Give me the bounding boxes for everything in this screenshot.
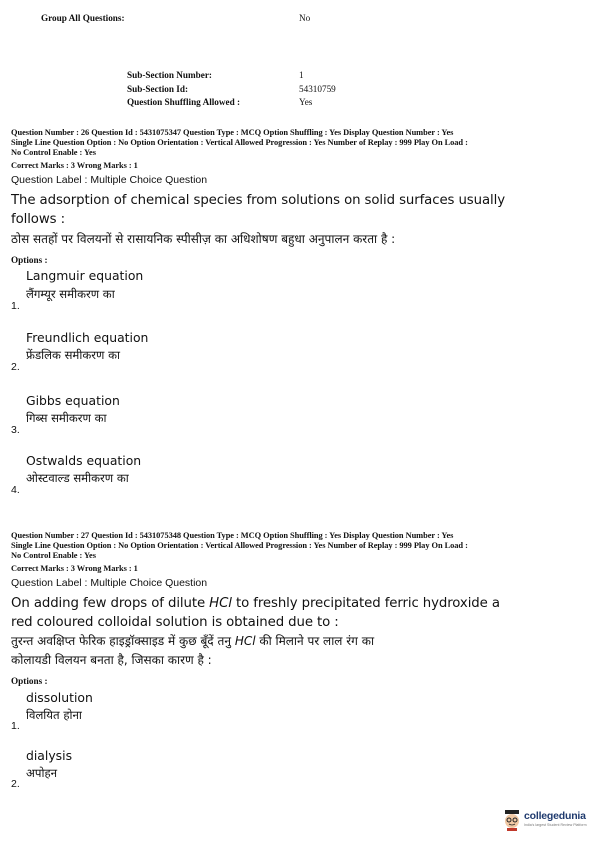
option-text-hi: फ्रेंडलिक समीकरण का <box>26 348 120 362</box>
option-number: 2. <box>11 778 20 790</box>
option-number: 3. <box>11 424 20 436</box>
option-text-hi: गिब्स समीकरण का <box>26 411 107 425</box>
question-text-hi-line1: ठोस सतहों पर विलयनों से रासायनिक स्पीसीज़ का अधिशोषण बहुधा अनुपालन करता है : <box>11 232 396 246</box>
question-text-hi-line2: कोलायडी विलयन बनता है, जिसका कारण है : <box>11 653 212 667</box>
formula-hcl: HCl <box>209 596 232 611</box>
shuffling-value: Yes <box>299 97 313 107</box>
option-text-en: Langmuir equation <box>26 268 144 283</box>
logo-wordmark: collegedunia <box>524 810 586 822</box>
group-all-label: Group All Questions: <box>41 13 125 23</box>
question-meta-line1: Question Number : 26 Question Id : 5431075347 Question Type : MCQ Option Shuffling : Yes Display Question Number : Yes <box>11 128 454 137</box>
option-number: 2. <box>11 361 20 373</box>
question-text-en-line1: The adsorption of chemical species from solutions on solid surfaces usually <box>11 193 505 208</box>
question-marks: Correct Marks : 3 Wrong Marks : 1 <box>11 564 138 573</box>
question-label: Question Label : Multiple Choice Question <box>11 577 208 589</box>
question-text-en-line2: follows : <box>11 212 65 227</box>
question-text-en-line1: On adding few drops of dilute HCl to freshly precipitated ferric hydroxide a <box>11 596 500 611</box>
option-text-en: Ostwalds equation <box>26 453 142 468</box>
question-text-hi-line1: तुरन्त अवक्षिप्त फेरिक हाइड्रॉक्साइड में कुछ बूँदें तनु HCl की मिलाने पर लाल रंग का <box>11 634 375 648</box>
subsection-id-value: 54310759 <box>299 84 336 94</box>
shuffling-label: Question Shuffling Allowed : <box>127 97 241 107</box>
options-label: Options : <box>11 676 48 686</box>
question-text-en-line2: red coloured colloidal solution is obtained due to : <box>11 615 339 630</box>
option-text-en: dialysis <box>26 748 73 763</box>
options-label: Options : <box>11 255 48 265</box>
subsection-number-label: Sub-Section Number: <box>127 70 212 80</box>
subsection-id-label: Sub-Section Id: <box>127 84 189 94</box>
option-text-hi: ओस्टवाल्ड समीकरण का <box>26 471 129 485</box>
question-label: Question Label : Multiple Choice Question <box>11 174 208 186</box>
option-number: 1. <box>11 720 20 732</box>
mascot-icon <box>502 809 522 831</box>
option-text-hi: विलयित होना <box>26 708 82 722</box>
option-number: 4. <box>11 484 20 496</box>
question-meta-line2: Single Line Question Option : No Option Orientation : Vertical Allowed Progression : Yes Number of Replay : 999 Play On Load : <box>11 138 468 147</box>
option-number: 1. <box>11 300 20 312</box>
option-text-en: dissolution <box>26 690 93 705</box>
subsection-number-value: 1 <box>299 70 304 80</box>
option-text-en: Gibbs equation <box>26 393 120 408</box>
question-marks: Correct Marks : 3 Wrong Marks : 1 <box>11 161 138 170</box>
question-meta-line3: No Control Enable : Yes <box>11 551 96 560</box>
question-meta-line1: Question Number : 27 Question Id : 5431075348 Question Type : MCQ Option Shuffling : Yes Display Question Number : Yes <box>11 531 454 540</box>
option-text-hi: लैंगम्यूर समीकरण का <box>26 287 115 301</box>
logo-tagline: India's largest Student Review Platform <box>524 823 587 827</box>
question-meta-line2: Single Line Question Option : No Option Orientation : Vertical Allowed Progression : Yes Number of Replay : 999 Play On Load : <box>11 541 468 550</box>
formula-hcl-hi: HCl <box>234 634 256 648</box>
option-text-en: Freundlich equation <box>26 330 149 345</box>
option-text-hi: अपोहन <box>26 766 58 780</box>
collegedunia-logo <box>502 808 592 834</box>
question-meta-line3: No Control Enable : Yes <box>11 148 96 157</box>
group-all-value: No <box>299 13 311 23</box>
